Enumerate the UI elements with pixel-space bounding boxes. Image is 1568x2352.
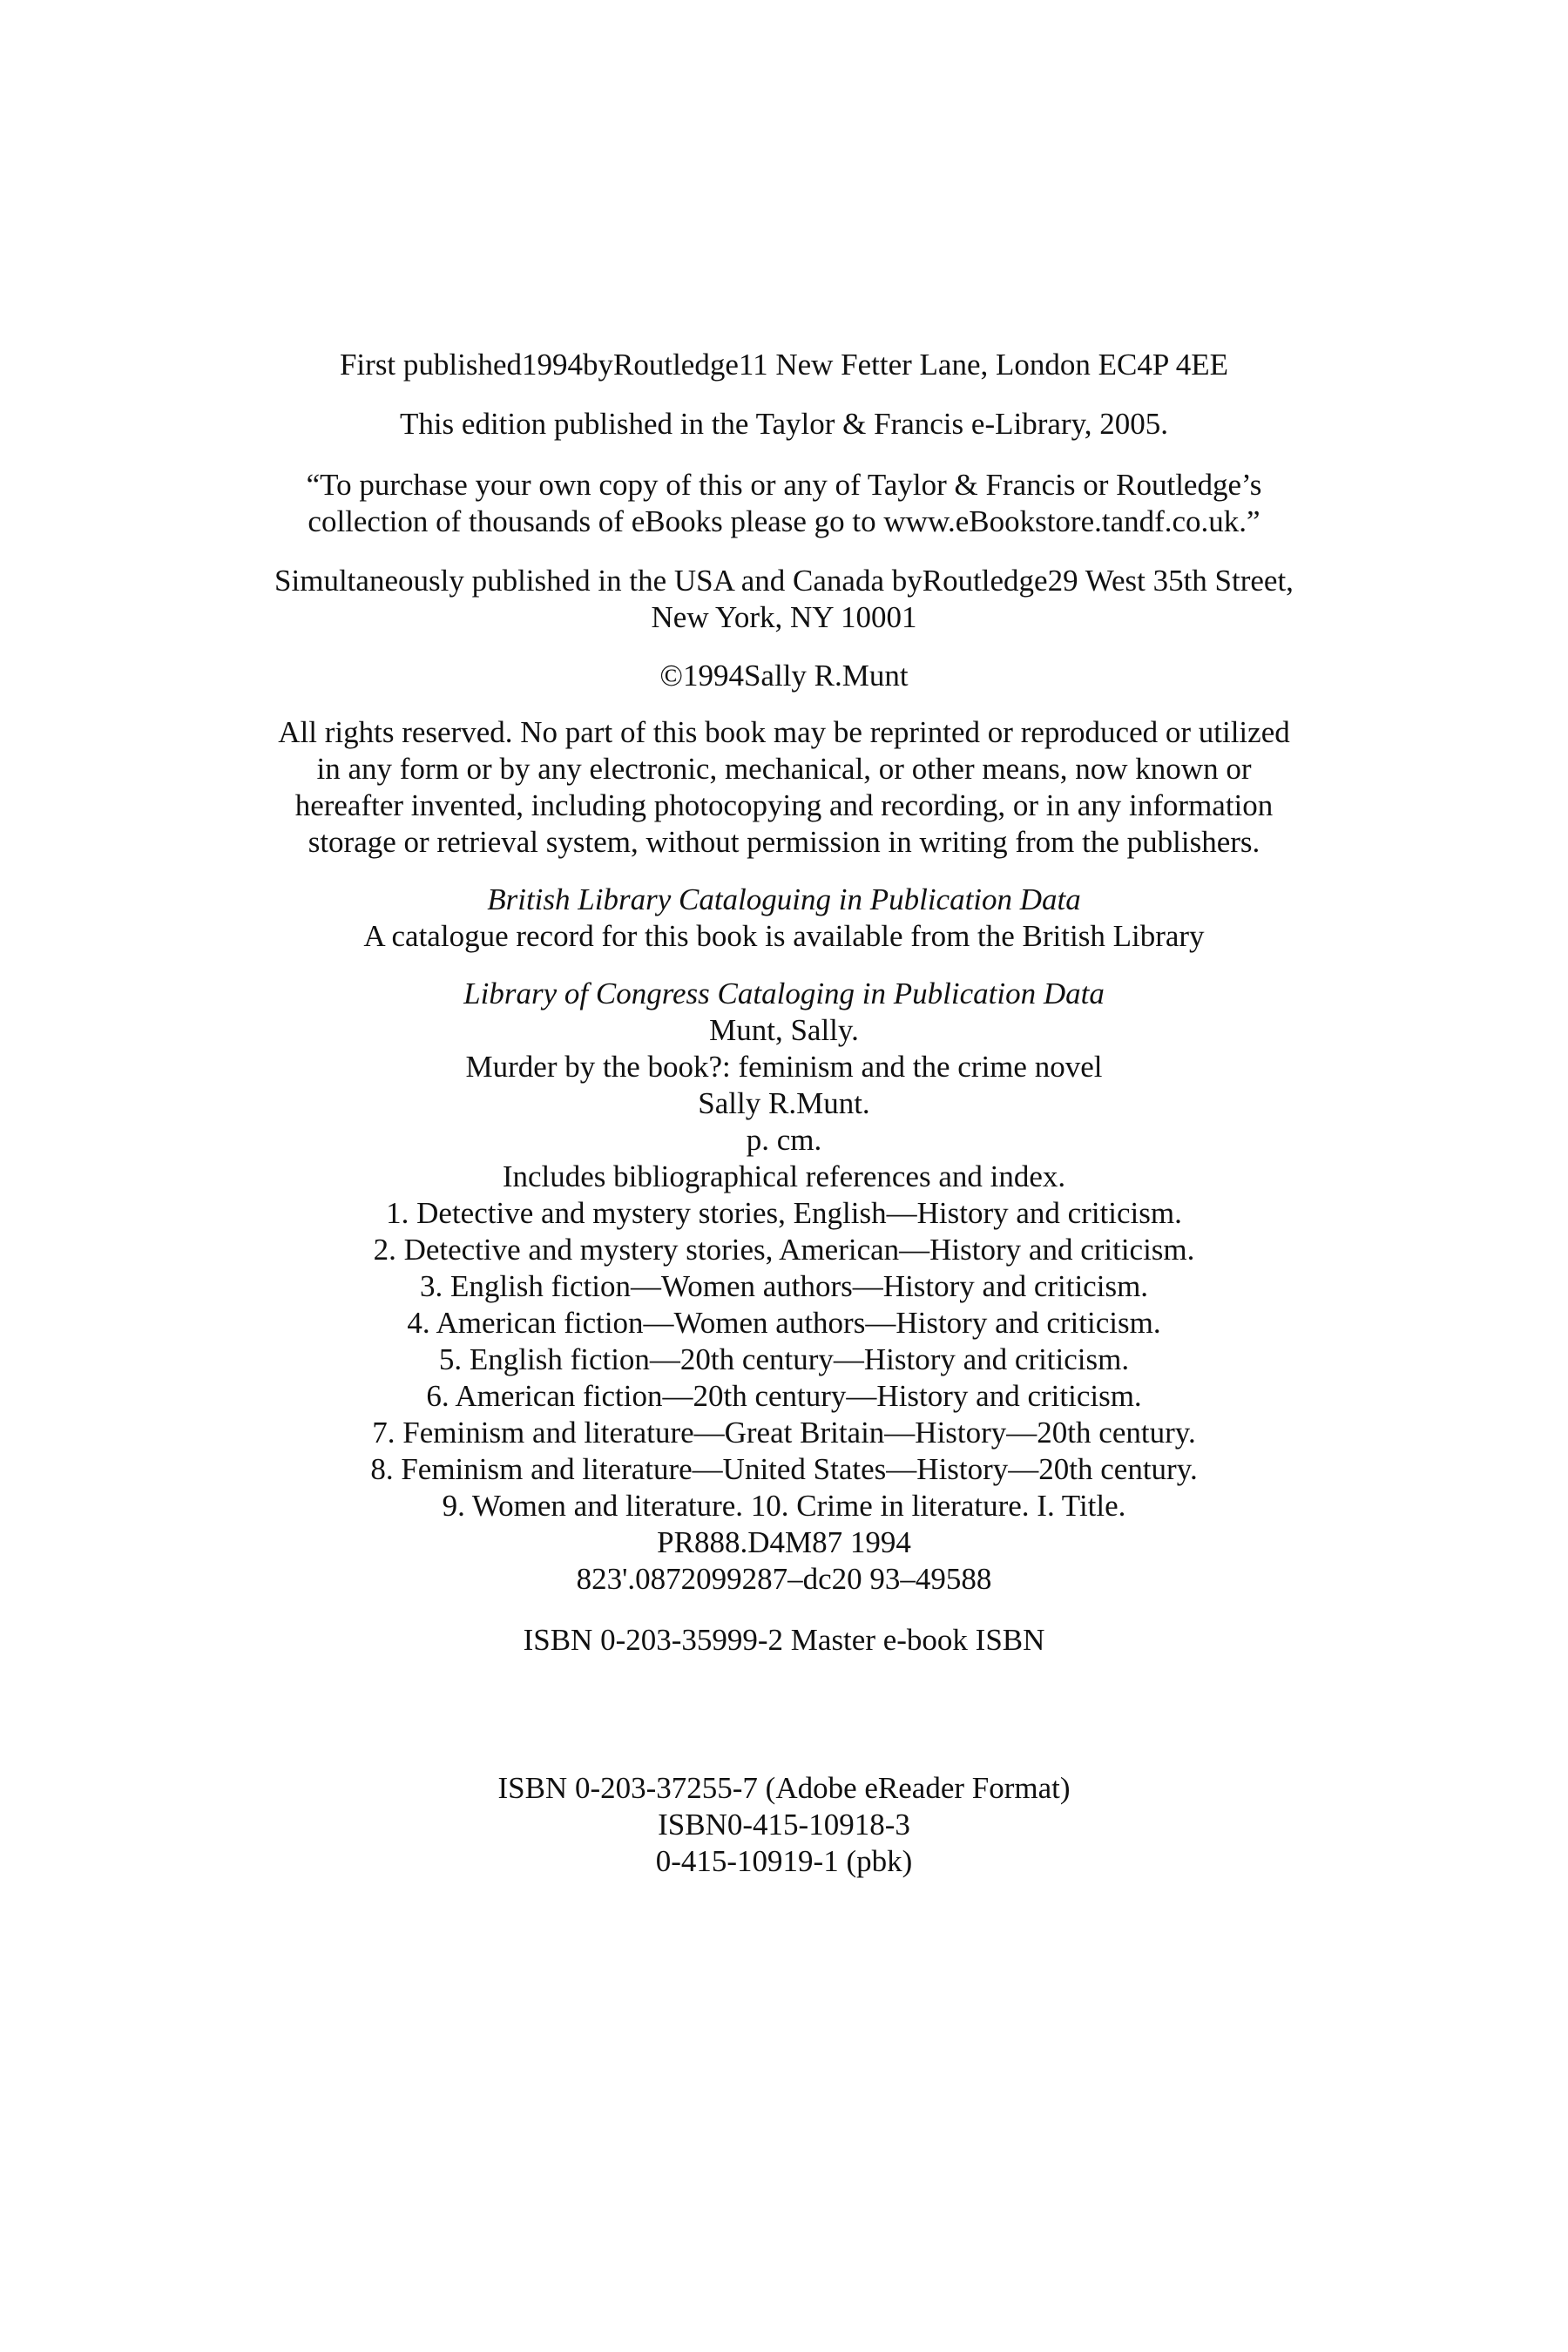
first-published-line: First published1994byRoutledge11 New Fetter Lane, London EC4P 4EE — [339, 348, 1229, 382]
rights-block — [157, 714, 1411, 861]
isbn-line: 0-415-10919-1 (pbk) — [655, 1844, 913, 1878]
isbn-master-block — [157, 1622, 1411, 1659]
cip-line: 7. Feminism and literature—Great Britain—History—20th century. — [372, 1416, 1196, 1450]
cip-line: Sally R.Munt. — [698, 1086, 870, 1120]
rights-line: hereafter invented, including photocopying and recording, or in any information — [294, 788, 1274, 822]
library-of-congress-block — [157, 976, 1411, 1598]
cip-line: 2. Detective and mystery stories, American—History and criticism. — [373, 1233, 1195, 1267]
cip-line: Includes bibliographical references and index. — [502, 1159, 1066, 1193]
cip-line: 9. Women and literature. 10. Crime in literature. I. Title. — [442, 1489, 1126, 1523]
purchase-line: collection of thousands of eBooks please go to www.eBookstore.tandf.co.uk.” — [308, 504, 1260, 538]
purchase-block — [157, 467, 1411, 540]
isbn-line: ISBN0-415-10918-3 — [658, 1808, 910, 1842]
simultaneous-block — [157, 563, 1411, 636]
edition-block — [157, 406, 1411, 443]
cip-line: Munt, Sally. — [709, 1013, 859, 1047]
british-library-block — [157, 882, 1411, 955]
rights-line: storage or retrieval system, without permission in writing from the publishers. — [308, 825, 1260, 859]
british-library-heading: British Library Cataloguing in Publication Data — [487, 882, 1081, 916]
cip-line: 5. English fiction—20th century—History and criticism. — [438, 1342, 1130, 1376]
isbn-line: ISBN 0-203-37255-7 (Adobe eReader Format) — [497, 1771, 1071, 1805]
copyright-block — [157, 658, 1411, 694]
rights-line: in any form or by any electronic, mechanical, or other means, now known or — [316, 752, 1252, 786]
library-of-congress-heading: Library of Congress Cataloging in Publication Data — [463, 977, 1105, 1010]
cip-line: 8. Feminism and literature—United States—History—20th century. — [370, 1452, 1198, 1486]
edition-line: This edition published in the Taylor & Francis e-Library, 2005. — [399, 407, 1169, 441]
cip-line: Murder by the book?: feminism and the crime novel — [465, 1050, 1103, 1084]
isbn-other-block — [157, 1770, 1411, 1880]
simultaneous-line: Simultaneously published in the USA and Canada byRoutledge29 West 35th Street, — [274, 564, 1294, 598]
british-library-text: A catalogue record for this book is available from the British Library — [363, 919, 1205, 953]
cip-line: 6. American fiction—20th century—History and criticism. — [426, 1379, 1142, 1413]
rights-line: All rights reserved. No part of this book may be reprinted or reproduced or utilized — [278, 715, 1290, 749]
cip-line: 4. American fiction—Women authors—History and criticism. — [407, 1306, 1161, 1340]
cip-line: 1. Detective and mystery stories, English—History and criticism. — [386, 1196, 1182, 1230]
simultaneous-line: New York, NY 10001 — [651, 600, 917, 634]
cip-line: 3. English fiction—Women authors—History and criticism. — [419, 1269, 1149, 1303]
purchase-line: “To purchase your own copy of this or any of Taylor & Francis or Routledge’s — [306, 468, 1262, 502]
cip-line: 823'.0872099287–dc20 93–49588 — [576, 1562, 992, 1596]
cip-line: p. cm. — [746, 1123, 822, 1157]
first-published-block — [157, 347, 1411, 383]
copyright-line: ©1994Sally R.Munt — [659, 659, 909, 693]
cip-line: PR888.D4M87 1994 — [657, 1525, 911, 1559]
isbn-master-line: ISBN 0-203-35999-2 Master e-book ISBN — [523, 1623, 1045, 1657]
